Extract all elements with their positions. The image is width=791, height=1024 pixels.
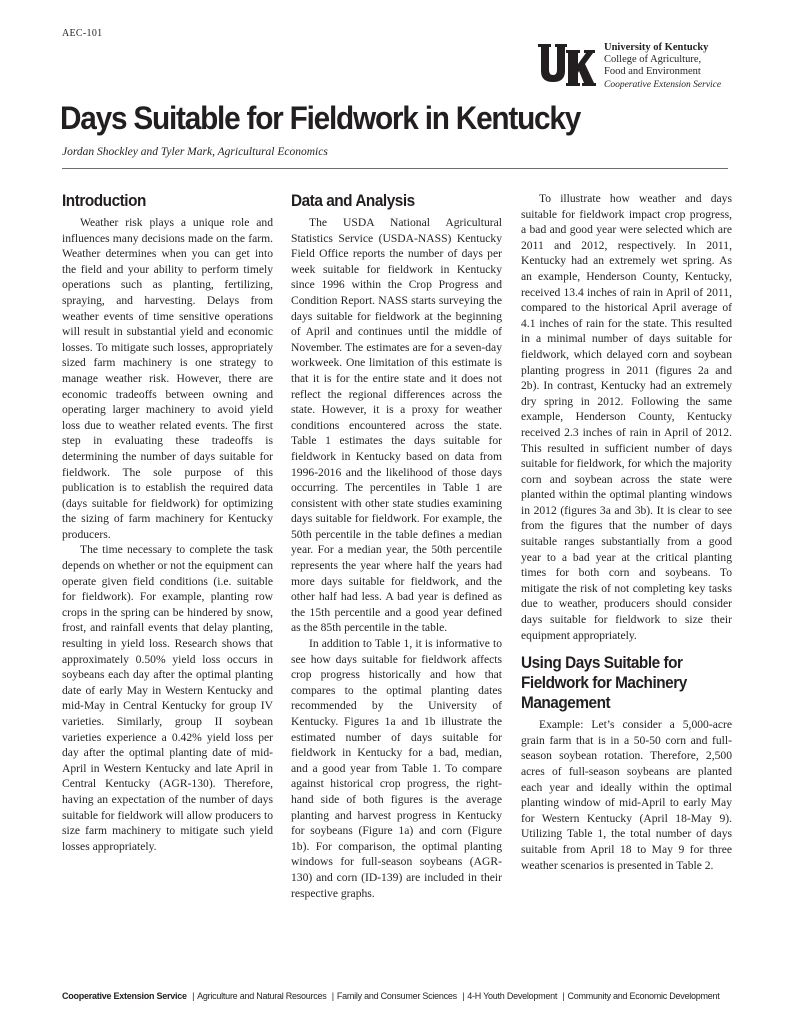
section-heading-data-analysis: Data and Analysis [291, 192, 415, 210]
document-id: AEC-101 [62, 28, 103, 39]
column-3 [521, 191, 732, 873]
footer-program: Community and Economic Development [567, 991, 720, 1001]
extension-service-name: Cooperative Extension Service [604, 80, 722, 90]
university-name: University of Kentucky [604, 42, 709, 53]
footer-separator: | [462, 991, 465, 1001]
footer [62, 991, 730, 1001]
authors-line: Jordan Shockley and Tyler Mark, Agricultural Economics [62, 146, 328, 158]
college-name-line1: College of Agriculture, [604, 54, 702, 65]
uk-logo-icon [536, 42, 596, 88]
paragraph: To illustrate how weather and days suitable for fieldwork impact crop progress, a bad and good year were selected which are 2011 and 2012, respectively. In 2011, Kentucky had an extremely wet spring. As an example, Henderson County, Kentucky, received 13.4 inches of rain in April of 2011, compared to the historical April average of 4.1 inches of rain for the state. This resulted in a minimal number of days suitable for fieldwork, which delayed corn and soybean planting progress in 2011 (figures 2a and 2b). In contrast, Kentucky had an extremely dry spring in 2012. Following the same example, Henderson County, Kentucky received 2.3 inches of rain in April of 2012. This resulted in sufficient number of days suitable for fieldwork, for which the majority corn and soybean across the state were planted within the optimal planting windows in 2012 (figures 3a and 3b). It is clear to see from the figures that the number of days suitable ranges substantially from a good year to a bad year at the critical planting times for both corn and soybeans. To mitigate the risk of not completing key tasks due to weather, producers should consider days suitable for fieldwork to size their equipment appropriately. [521, 192, 732, 642]
organization-name [604, 42, 721, 91]
paragraph: In addition to Table 1, it is informative to see how days suitable for fieldwork affects crop progress historically and how that compares to the optimal planting dates recommended by the University of Kentucky. Figures 1a and 1b illustrate the estimated number of days suitable for fieldwork in Kentucky for a bad, median, and a good year from Table 1. To compare against historical crop progress, the right-hand side of both figures is the average planting and harvest progress in Kentucky for soybeans (Figure 1a) and corn (Figure 1b). For comparison, the optimal planting windows for full-season soybeans (AGR-130) and corn (ID-139) are included in their respective graphs. [291, 637, 502, 900]
footer-program: Family and Consumer Sciences [336, 991, 457, 1001]
footer-org: Cooperative Extension Service [62, 991, 187, 1001]
section-heading-machinery: Using Days Suitable for Fieldwork for Machinery Management [521, 654, 687, 713]
paragraph: The time necessary to complete the task depends on whether or not the equipment can operate given field conditions (i.e. suitable for fieldwork). For example, planting row crops in the spring can be hindered by snow, frost, and rainfall events that delay planting, resulting in yield loss. Research shows that approximately 0.50% yield loss occurs in soybeans each day after the optimal planting date of early May in Western Kentucky and mid-May in Central Kentucky for group IV varieties. Similarly, group II soybean varieties experience a 0.42% yield loss per day after the optimal planting date of mid-April in Western Kentucky and late April in Central Kentucky (AGR-130). Therefore, having an expectation of the number of days suitable for fieldwork will allow producers to size farm machinery to mitigate such yield losses appropriately. [62, 543, 273, 853]
footer-program: 4-H Youth Development [467, 991, 558, 1001]
title-divider [62, 168, 728, 169]
college-name-line2: Food and Environment [604, 66, 701, 77]
section-heading-introduction: Introduction [62, 192, 146, 210]
column-1 [62, 191, 273, 854]
paragraph: Example: Let’s consider a 5,000-acre grain farm that is in a 50-50 corn and full-season soybean rotation. Therefore, 2,500 acres of full-season soybeans are planted each year and ideally within the optimal planting window of mid-April to early May for Western Kentucky (April 18-May 9). Utilizing Table 1, the total number of days suitable from April 18 to May 9 for three weather scenarios is presented in Table 2. [521, 718, 732, 872]
column-2 [291, 191, 502, 901]
footer-separator: | [331, 991, 334, 1001]
footer-separator: | [192, 991, 195, 1001]
university-logo-block [536, 42, 736, 92]
footer-program: Agriculture and Natural Resources [197, 991, 327, 1001]
document-title: Days Suitable for Fieldwork in Kentucky [60, 100, 581, 136]
paragraph: Weather risk plays a unique role and influences many decisions made on the farm. Weather determines when you can get into the field and your ability to perform timely operations such as planting, fertilizing, spraying, and harvesting. Delays from weather events of time sensitive operations will result in substantial yield and economic losses. To mitigate such losses, appropriately sized farm machinery is one strategy to manage weather risk. However, there are economic tradeoffs between owning and operating larger machinery to avoid yield loss due to weather related events. The first step in evaluating these tradeoffs is determining the number of days suitable for fieldwork. The sole purpose of this publication is to establish the required data (days suitable for fieldwork) for optimizing the sizing of farm machinery for Kentucky producers. [62, 216, 273, 541]
paragraph: The USDA National Agricultural Statistics Service (USDA-NASS) Kentucky Field Office reports the number of days per week suitable for fieldwork in Kentucky since 1996 within the Crop Progress and Condition Report. NASS starts surveying the days suitable for fieldwork at the beginning of April and continues until the middle of November. The estimates are for a seven-day workweek. One limitation of this estimate is that it is for the entire state and it does not reflect the regional differences across the state. However, it is a proxy for weather conditions encountered across the state. Table 1 estimates the days suitable for fieldwork in Kentucky based on data from 1996-2016 and the likelihood of those days occurring. The percentiles in Table 1 are consistent with other state studies examining days suitable for fieldwork. For example, the 50th percentile in the table defines a median year. For a median year, the 50th percentile represents the year where half the years had more days suitable for fieldwork, and the other half had less. A bad year is defined as the 15th percentile and a good year defined as the 85th percentile in the table. [291, 216, 502, 635]
footer-separator: | [562, 991, 565, 1001]
